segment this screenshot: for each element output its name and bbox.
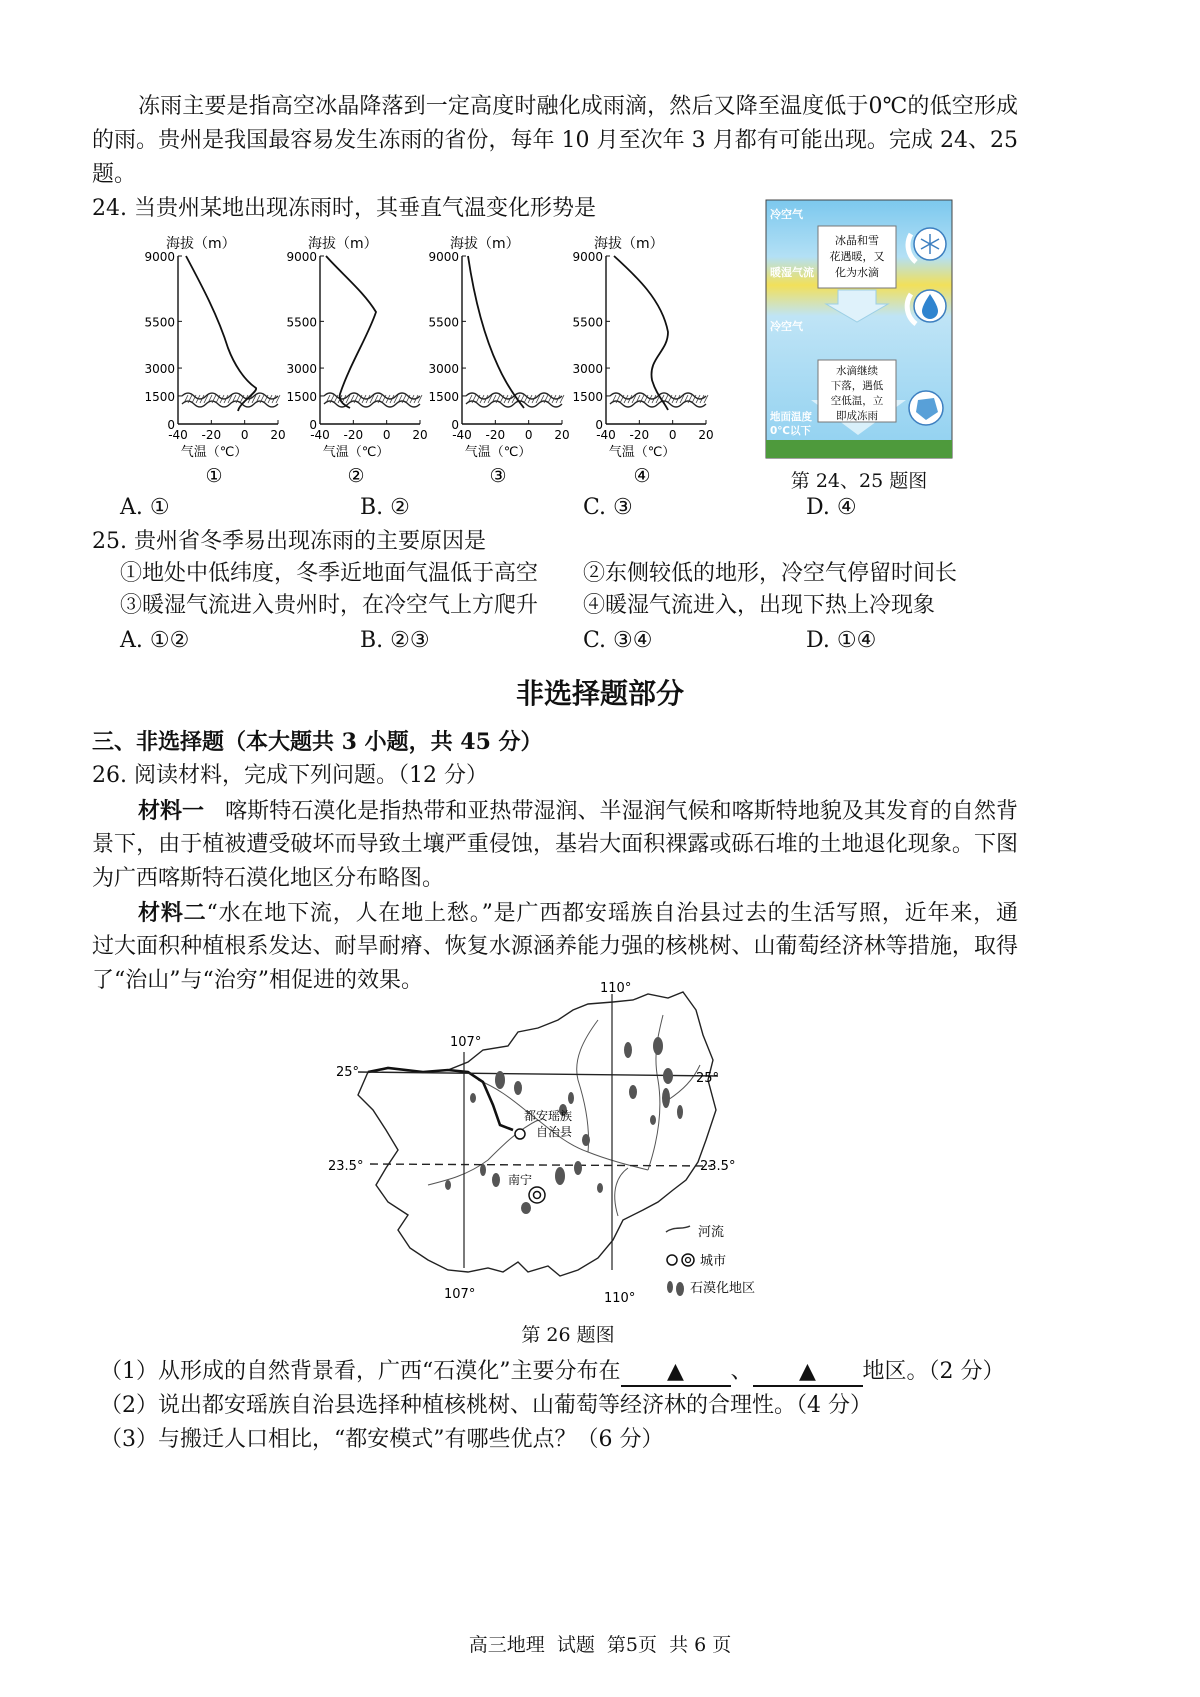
- chart-1-x-tick-label-0: -40: [168, 428, 188, 442]
- lat-23-5-right-label: 23.5°: [700, 1159, 736, 1174]
- legend-karst-label: 石漠化地区: [690, 1281, 756, 1296]
- chart-1-x-tick-label-1: -20: [201, 428, 222, 442]
- chart-3-x-axis-label: 气温（℃）: [464, 445, 532, 460]
- chart-4-panel-label: ④: [633, 465, 651, 487]
- chart-1-y-tick-label-2: 3000: [144, 362, 175, 377]
- chart-1-temperature-curve: [186, 256, 256, 411]
- section-title: 非选择题部分: [515, 677, 684, 710]
- q26-stem: 26. 阅读材料，完成下列问题。（12 分）: [92, 763, 488, 788]
- chart-3-x-tick-label-3: 20: [554, 428, 570, 442]
- legend-city-label: 城市: [700, 1254, 727, 1269]
- duan-label-1: 都安瑶族: [524, 1109, 573, 1123]
- chart-1-y-tick-label-0: 9000: [144, 250, 175, 264]
- cold-air-mid-label: 冷空气: [770, 320, 803, 333]
- chart-4-y-tick-label-4: 0: [595, 418, 603, 432]
- freezing-rain-illustration: [766, 200, 952, 458]
- chart-2-y-tick-label-0: 9000: [286, 250, 317, 264]
- chart-2-y-tick-label-4: 0: [309, 418, 317, 432]
- q25-item-1: ①地处中低纬度，冬季近地面气温低于高空: [120, 561, 539, 586]
- chart-3-x-tick-label-2: 0: [524, 428, 533, 442]
- chart-3-y-axis-label: 海拔（m）: [450, 236, 520, 252]
- box1-line-2: 花遇暖，又: [829, 250, 885, 263]
- material-2-text-1: “水在地下流，人在地上愁。”是广西都安瑶族自治县过去的生活写照，近年来，通: [206, 901, 1018, 926]
- q25-item-4: ④暖湿气流进入，出现下热上冷现象: [583, 593, 936, 618]
- chart-3-panel-label: ③: [489, 465, 507, 487]
- box1-line-3: 化为水滴: [835, 266, 879, 279]
- sub-question-1-sep: 、: [730, 1359, 753, 1384]
- material-1-line-1: [138, 795, 1018, 828]
- box2-line-3: 空低温，立: [830, 395, 884, 407]
- chart-2-y-axis-label: 海拔（m）: [308, 236, 378, 252]
- chart-1-y-tick-label-3: 1500: [144, 389, 175, 404]
- chart-3-y-tick-label-1: 5500: [428, 315, 459, 330]
- q25-item-3: ③暖湿气流进入贵州时，在冷空气上方爬升: [120, 593, 539, 618]
- duan-county-marker: [515, 1129, 525, 1139]
- q24-temperature-charts: [144, 228, 750, 490]
- lon-107-bottom-label: 107°: [444, 1287, 476, 1302]
- chart-2-x-tick-label-3: 20: [412, 428, 428, 442]
- sub-question-2: （2）说出都安瑶族自治县选择种植核桃树、山葡萄等经济林的合理性。（4 分）: [100, 1393, 872, 1418]
- ground-label-1: 地面温度: [770, 411, 812, 423]
- material-1-text-1: 喀斯特石漠化是指热带和亚热带湿润、半湿润气候和喀斯特地貌及其发育的自然背: [225, 799, 1018, 824]
- chart-2-x-axis-label: 气温（℃）: [322, 445, 390, 460]
- material-2-line-1: [138, 897, 1018, 930]
- lon-110-top-label: 110°: [600, 981, 632, 996]
- q24-option-d[interactable]: D. ④: [806, 495, 857, 520]
- intro-line-1: 冻雨主要是指高空冰晶降落到一定高度时融化成雨滴，然后又降至温度低于0℃的低空形成: [138, 94, 1018, 119]
- q25-option-d[interactable]: D. ①④: [806, 628, 877, 653]
- q25-item-2: ②东侧较低的地形，冷空气停留时间长: [583, 561, 958, 586]
- chart-1-y-tick-label-1: 5500: [144, 315, 175, 330]
- lat-23-5-left-label: 23.5°: [328, 1159, 364, 1174]
- chart-4-x-tick-label-2: 0: [668, 428, 677, 442]
- material-2-line-3: 了“治山”与“治穷”相促进的效果。: [92, 968, 423, 993]
- sub-question-1-pre: （1）从形成的自然背景看，广西“石漠化”主要分布在: [100, 1359, 621, 1384]
- chart-2-y-tick-label-2: 3000: [286, 362, 317, 377]
- illustration-caption: 第 24、25 题图: [790, 470, 928, 492]
- chart-2-x-tick-label-2: 0: [382, 428, 391, 442]
- material-1-line-3: 为广西喀斯特石漠化地区分布略图。: [92, 866, 445, 891]
- material-2-label: 材料二: [138, 900, 207, 926]
- legend-river-label: 河流: [698, 1225, 725, 1240]
- answer-blank-2[interactable]: ▲: [753, 1359, 863, 1387]
- sub-question-3: （3）与搬迁人口相比，“都安模式”有哪些优点？（6 分）: [100, 1427, 664, 1452]
- material-1-line-2: 景下，由于植被遭受破坏而导致土壤严重侵蚀，基岩大面积裸露或砾石堆的土地退化现象。下图: [92, 832, 1018, 857]
- chart-3-y-tick-label-2: 3000: [428, 362, 459, 377]
- chart-1-panel-label: ①: [205, 465, 223, 487]
- chart-1-x-axis-label: 气温（℃）: [180, 445, 248, 460]
- chart-4-x-axis-label: 气温（℃）: [608, 445, 676, 460]
- chart-2-temperature-curve: [326, 256, 376, 408]
- chart-2-x-tick-label-1: -20: [343, 428, 364, 442]
- intro-line-2: 的雨。贵州是我国最容易发生冻雨的省份，每年 10 月至次年 3 月都有可能出现。完成 24、25: [92, 128, 1018, 153]
- chart-1-y-tick-label-4: 0: [167, 418, 175, 432]
- intro-line-3: 题。: [92, 162, 137, 187]
- lon-107-top-label: 107°: [450, 1035, 482, 1050]
- legend-karst-icon: [667, 1281, 673, 1293]
- chart-4-y-tick-label-0: 9000: [572, 250, 603, 264]
- legend-town-icon: [667, 1255, 677, 1265]
- section-3-heading: 三、非选择题（本大题共 3 小题，共 45 分）: [92, 729, 543, 755]
- chart-2-x-tick-label-0: -40: [310, 428, 330, 442]
- q24-stem: 24. 当贵州某地出现冻雨时，其垂直气温变化形势是: [92, 196, 596, 221]
- chart-1-x-tick-label-2: 0: [240, 428, 249, 442]
- chart-3-y-tick-label-3: 1500: [428, 389, 459, 404]
- chart-4-x-tick-label-3: 20: [698, 428, 714, 442]
- ground-label-2: 0℃以下: [770, 425, 812, 437]
- page-footer: 高三地理 试题 第5页 共 6 页: [468, 1634, 732, 1656]
- lat-25-right-label: 25°: [696, 1071, 720, 1086]
- chart-4-x-tick-label-1: -20: [629, 428, 650, 442]
- lat-25-left-label: 25°: [336, 1065, 360, 1080]
- box2-line-1: 水滴继续: [836, 365, 878, 377]
- chart-4-temperature-curve: [614, 256, 668, 410]
- box2-line-4: 即成冻雨: [836, 410, 878, 422]
- nanning-label: 南宁: [508, 1173, 533, 1187]
- q25-stem: 25. 贵州省冬季易出现冻雨的主要原因是: [92, 529, 486, 554]
- box2-line-2: 下落，遇低: [830, 380, 884, 392]
- duan-label-2: 自治县: [536, 1125, 573, 1139]
- chart-4-y-tick-label-2: 3000: [572, 362, 603, 377]
- q24-option-c[interactable]: C. ③: [583, 495, 633, 520]
- legend-river-icon: [666, 1226, 690, 1232]
- chart-2-y-tick-label-3: 1500: [286, 389, 317, 404]
- chart-1-x-tick-label-3: 20: [270, 428, 286, 442]
- chart-3-y-tick-label-4: 0: [451, 418, 459, 432]
- chart-3-x-tick-label-1: -20: [485, 428, 506, 442]
- chart-2-panel-label: ②: [347, 465, 365, 487]
- q24-option-b[interactable]: B. ②: [360, 495, 410, 520]
- chart-3-temperature-curve: [468, 256, 524, 408]
- chart-4-x-tick-label-0: -40: [596, 428, 616, 442]
- chart-2-y-tick-label-1: 5500: [286, 315, 317, 330]
- chart-4-y-tick-label-1: 5500: [572, 315, 603, 330]
- map-caption: 第 26 题图: [521, 1324, 615, 1346]
- guangxi-karst-map: [328, 980, 788, 1320]
- sub-question-1: [100, 1356, 1005, 1388]
- answer-blank-1[interactable]: ▲: [621, 1359, 731, 1387]
- q25-option-b[interactable]: B. ②③: [360, 628, 430, 653]
- sub-question-1-post: 地区。（2 分）: [862, 1359, 1005, 1384]
- q24-option-a[interactable]: A. ①: [120, 495, 170, 520]
- cold-air-top-label: 冷空气: [770, 208, 803, 221]
- chart-4-y-tick-label-3: 1500: [572, 389, 603, 404]
- lon-110-bottom-label: 110°: [604, 1291, 636, 1306]
- q25-option-a[interactable]: A. ①②: [120, 628, 190, 653]
- chart-3-y-tick-label-0: 9000: [428, 250, 459, 264]
- material-1-label: 材料一: [138, 798, 205, 824]
- chart-1-y-axis-label: 海拔（m）: [166, 236, 236, 252]
- material-2-line-2: 过大面积种植根系发达、耐旱耐瘠、恢复水源涵养能力强的核桃树、山葡萄经济林等措施，取得: [92, 934, 1018, 959]
- chart-4-y-axis-label: 海拔（m）: [594, 236, 664, 252]
- box1-line-1: 冰晶和雪: [835, 234, 879, 247]
- warm-air-label: 暖湿气流: [770, 266, 814, 279]
- q25-option-c[interactable]: C. ③④: [583, 628, 653, 653]
- chart-3-x-tick-label-0: -40: [452, 428, 472, 442]
